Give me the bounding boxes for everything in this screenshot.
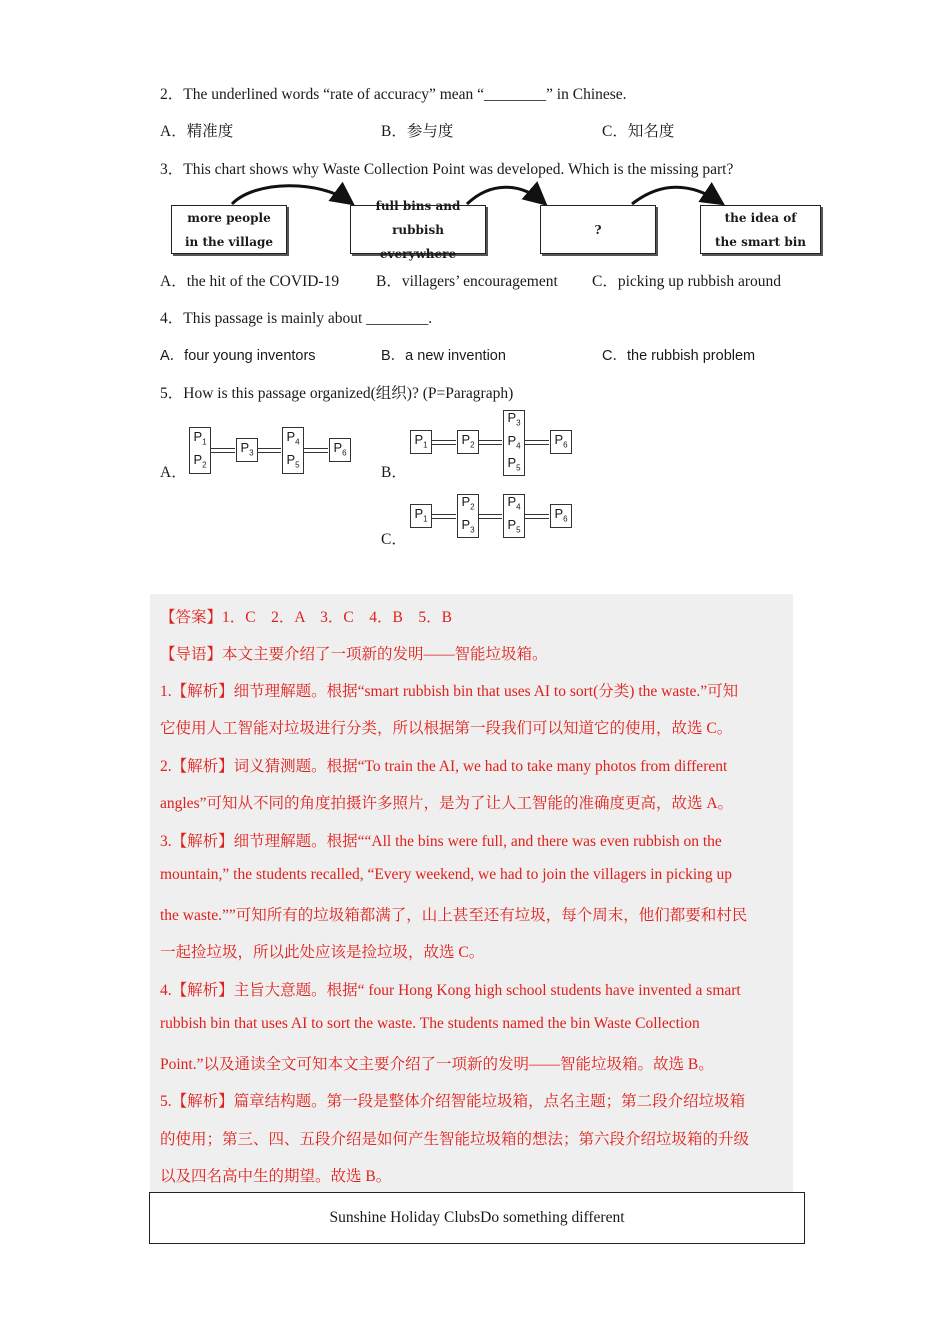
q5-stem: 5．How is this passage organized(组织)? (P=Paragraph) <box>160 385 514 402</box>
p-box-p1: $P_1$ <box>410 504 432 528</box>
q3-option-a: A．the hit of the COVID-19 <box>160 273 340 290</box>
next-passage-title: Sunshine Holiday ClubsDo something different <box>329 1209 625 1226</box>
connector <box>432 514 456 519</box>
connector <box>211 448 235 453</box>
q4-stem: 4．This passage is mainly about ________. <box>160 310 433 327</box>
explanation-line: 以及四名高中生的期望。故选 B。 <box>160 1168 392 1185</box>
explanation-line: angles”可知从不同的角度拍摄许多照片，是为了让人工智能的准确度更高，故选 A。 <box>160 795 734 812</box>
answer-key: 【答案】1．C 2．A 3．C 4．B 5．B <box>160 609 452 626</box>
flow-box-2: full bins and rubbish everywhere <box>350 205 486 254</box>
q5-option-a-label: A． <box>160 464 187 481</box>
answer-intro: 【导语】本文主要介绍了一项新的发明——智能垃圾箱。 <box>160 646 548 663</box>
p-box-p6: $P_6$ <box>329 438 351 462</box>
q2-option-b: B．参与度 <box>381 123 454 140</box>
flow-box-4: the idea of the smart bin <box>700 205 821 254</box>
connector <box>525 514 549 519</box>
explanation-line: 4.【解析】主旨大意题。根据“ four Hong Kong high school students have invented a smart <box>160 982 741 999</box>
explanation-line: 一起捡垃圾，所以此处应该是捡垃圾，故选 C。 <box>160 944 485 961</box>
q2-stem: 2．The underlined words “rate of accuracy” mean “________” in Chinese. <box>160 86 627 103</box>
connector <box>525 440 549 445</box>
explanation-line: 它使用人工智能对垃圾进行分类，所以根据第一段我们可以知道它的使用，故选 C。 <box>160 720 733 737</box>
explanation-line: mountain,” the students recalled, “Every weekend, we had to join the villagers in picking up <box>160 866 733 883</box>
explanation-line: rubbish bin that uses AI to sort the waste. The students named the bin Waste Collection <box>160 1015 700 1032</box>
q5-option-c-label: C． <box>381 531 407 548</box>
q3-option-b: B．villagers’ encouragement <box>376 273 558 290</box>
p-box-p4p5: $P_4$ $P_5$ <box>503 494 525 538</box>
explanation-line: Point.”以及通读全文可知本文主要介绍了一项新的发明——智能垃圾箱。故选 B。 <box>160 1056 714 1073</box>
explanation-line: 5.【解析】篇章结构题。第一段是整体介绍智能垃圾箱，点名主题；第二段介绍垃圾箱 <box>160 1093 746 1110</box>
q2-option-a: A．精准度 <box>160 123 234 140</box>
flow-box-3-missing: ? <box>540 205 656 254</box>
p-box-p6: $P_6$ <box>550 430 572 454</box>
q4-option-a: A．four young inventors <box>160 348 316 364</box>
connector <box>479 440 502 445</box>
q3-stem: 3．This chart shows why Waste Collection Point was developed. Which is the missing part? <box>160 161 734 178</box>
connector <box>258 448 281 453</box>
p-box-p2: $P_2$ <box>457 430 479 454</box>
p-box-p3p4p5: $P_3$ $P_4$ $P_5$ <box>503 410 525 476</box>
explanation-line: 3.【解析】细节理解题。根据““All the bins were full, and there was even rubbish on the <box>160 833 722 850</box>
connector <box>432 440 456 445</box>
explanation-line: 1.【解析】细节理解题。根据“smart rubbish bin that uses AI to sort(分类) the waste.”可知 <box>160 683 739 700</box>
explanation-line: the waste.””可知所有的垃圾箱都满了，山上甚至还有垃圾，每个周末，他们都要和村民 <box>160 907 748 924</box>
q4-option-c: C．the rubbish problem <box>602 348 756 364</box>
flow-box-1: more people in the village <box>171 205 287 254</box>
q5-option-b-label: B． <box>381 464 407 481</box>
q2-option-c: C．知名度 <box>602 123 675 140</box>
p-box-p6: $P_6$ <box>550 504 572 528</box>
connector <box>304 448 328 453</box>
p-box-p3: $P_3$ <box>236 438 258 462</box>
p-box-p1p2: $P_1$ $P_2$ <box>189 427 211 474</box>
q3-option-c: C．picking up rubbish around <box>592 273 781 290</box>
explanation-line: 的使用；第三、四、五段介绍是如何产生智能垃圾箱的想法；第六段介绍垃圾箱的升级 <box>160 1131 750 1148</box>
connector <box>479 514 502 519</box>
q4-option-b: B．a new invention <box>381 348 506 364</box>
p-box-p1: $P_1$ <box>410 430 432 454</box>
p-box-p4p5: $P_4$ $P_5$ <box>282 427 304 474</box>
explanation-line: 2.【解析】词义猜测题。根据“To train the AI, we had to take many photos from different <box>160 758 728 775</box>
p-box-p2p3: $P_2$ $P_3$ <box>457 494 479 538</box>
next-passage-title-box <box>149 1192 805 1244</box>
